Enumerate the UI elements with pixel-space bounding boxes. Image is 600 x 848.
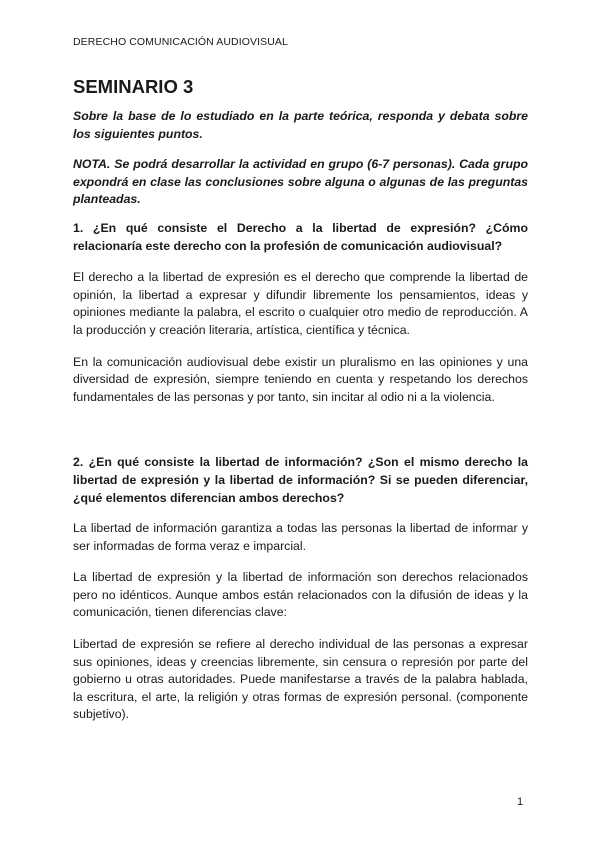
answer-1-paragraph-2: En la comunicación audiovisual debe existir un pluralismo en las opiniones y una diversidad de expresión, siempre teniendo en cuenta y respetando los derechos fundamentales de las personas y por tanto, sin incitar al odio ni a la violencia. [73,354,528,404]
document-body [73,108,528,724]
page-title: SEMINARIO 3 [73,76,194,97]
intro-instruction: Sobre la base de lo estudiado en la parte teórica, responda y debata sobre los siguientes puntos. [73,109,528,141]
running-header: DERECHO COMUNICACIÓN AUDIOVISUAL [73,36,288,48]
page-number: 1 [517,796,524,808]
note-paragraph: NOTA. Se podrá desarrollar la actividad en grupo (6-7 personas). Cada grupo expondrá en clase las conclusiones sobre alguna o algunas de las preguntas planteadas. [73,157,528,207]
answer-2-paragraph-3: Libertad de expresión se refiere al derecho individual de las personas a expresar sus opiniones, ideas y creencias libremente, sin censura o represión por parte del gobierno u otras autoridades. Puede manifestarse a través de la palabra hablada, la escritura, el arte, la religión y otras formas de expresión personal. (componente subjetivo). [73,637,528,722]
answer-2-paragraph-1: La libertad de información garantiza a todas las personas la libertad de informar y ser informadas de forma veraz e imparcial. [73,521,528,553]
answer-2-paragraph-2: La libertad de expresión y la libertad de información son derechos relacionados pero no idénticos. Aunque ambos están relacionados con la difusión de ideas y la comunicación, tienen diferencias clave: [73,570,528,620]
answer-1-paragraph-1: El derecho a la libertad de expresión es el derecho que comprende la libertad de opinión, la libertad a expresar y difundir libremente los pensamientos, ideas y opiniones mediante la palabra, el escrito o cualquier otro medio de reproducción. A la producción y creación literaria, artística, científica y técnica. [73,270,528,337]
question-2: 2. ¿En qué consiste la libertad de información? ¿Son el mismo derecho la libertad de expresión y la libertad de información? Si se pueden diferenciar, ¿qué elementos diferencian ambos derechos? [73,455,528,505]
question-1: 1. ¿En qué consiste el Derecho a la libertad de expresión? ¿Cómo relacionaría este derecho con la profesión de comunicación audiovisual? [73,220,528,253]
